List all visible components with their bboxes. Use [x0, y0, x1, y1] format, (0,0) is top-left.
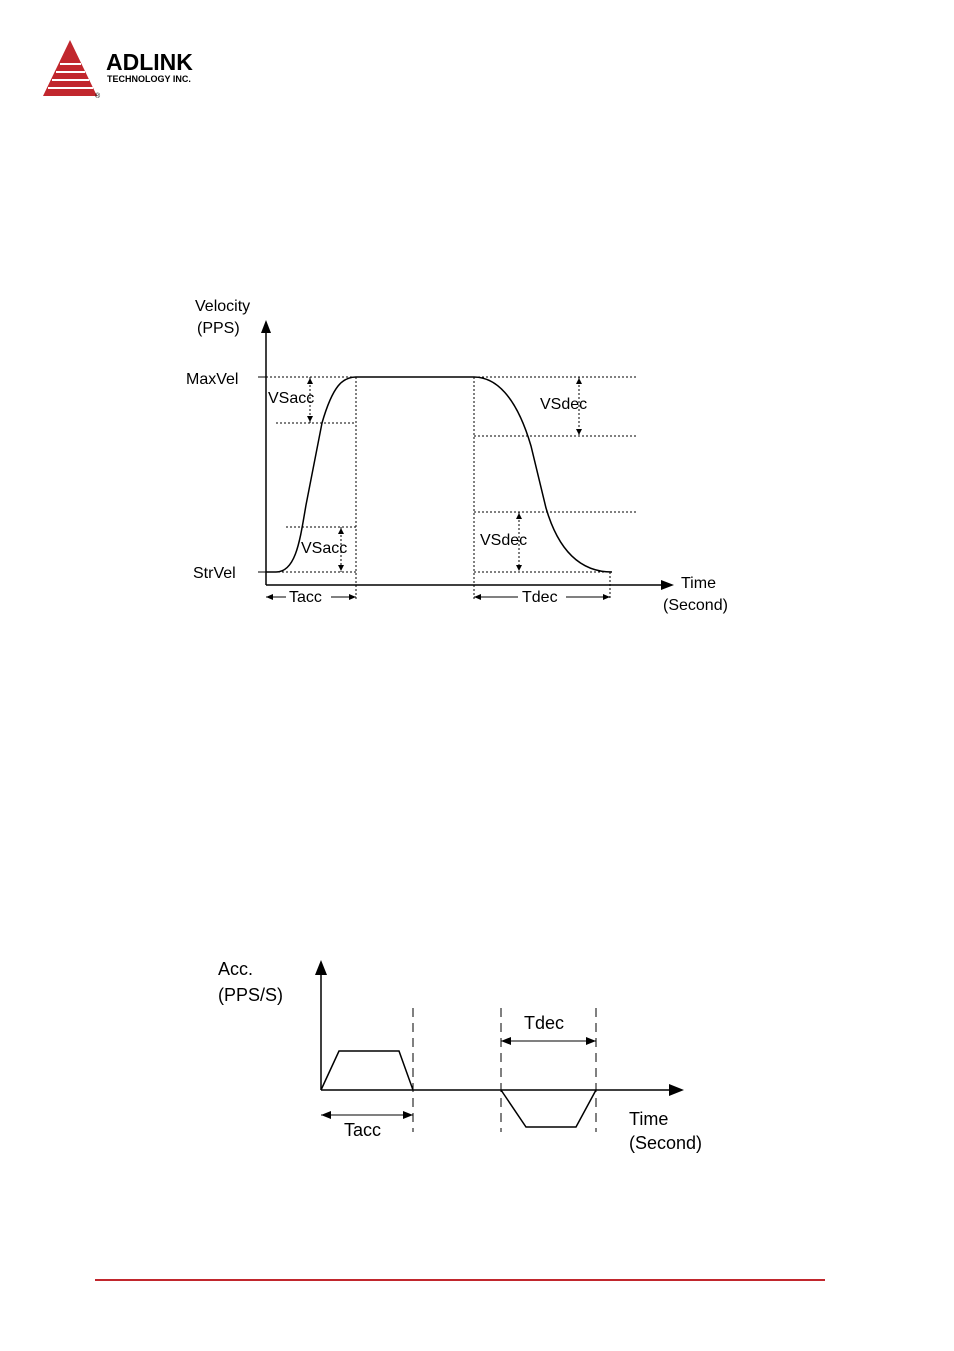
acc-y-arrow	[315, 960, 327, 975]
acc-tacc-dimension	[321, 1111, 413, 1119]
velocity-x-label-line1: Time	[681, 575, 716, 592]
registered-mark: ®	[95, 93, 101, 100]
vsacc-top-label: VSacc	[268, 390, 315, 407]
vsdec-bottom-label: VSdec	[480, 532, 528, 549]
vsacc-bottom-label: VSacc	[301, 540, 348, 557]
acc-tdec-dimension	[501, 1037, 596, 1045]
tacc-label: Tacc	[289, 589, 322, 606]
velocity-x-label-line2: (Second)	[663, 597, 728, 614]
velocity-y-label-line2: (PPS)	[197, 320, 240, 337]
brand-name: ADLINK	[106, 49, 193, 75]
velocity-y-label-line1: Velocity	[195, 298, 251, 315]
acc-x-label-line2: (Second)	[629, 1133, 703, 1153]
acc-x-label-line1: Time	[629, 1109, 669, 1129]
acc-tacc-label: Tacc	[344, 1120, 382, 1140]
tdec-label: Tdec	[522, 589, 558, 606]
acc-tdec-label: Tdec	[524, 1013, 565, 1033]
maxvel-label: MaxVel	[186, 371, 239, 388]
acc-x-arrow	[669, 1084, 684, 1096]
vsdec-top-label: VSdec	[540, 396, 588, 413]
footer-divider	[95, 1279, 825, 1281]
acc-positive-trapezoid	[321, 1051, 413, 1090]
acc-y-label-line1: Acc.	[218, 959, 254, 979]
acc-y-label-line2: (PPS/S)	[218, 985, 284, 1005]
acc-boundary-lines	[413, 1008, 596, 1132]
strvel-label: StrVel	[193, 565, 236, 582]
acc-negative-trapezoid	[501, 1090, 596, 1127]
brand-tagline: TECHNOLOGY INC.	[107, 74, 191, 84]
